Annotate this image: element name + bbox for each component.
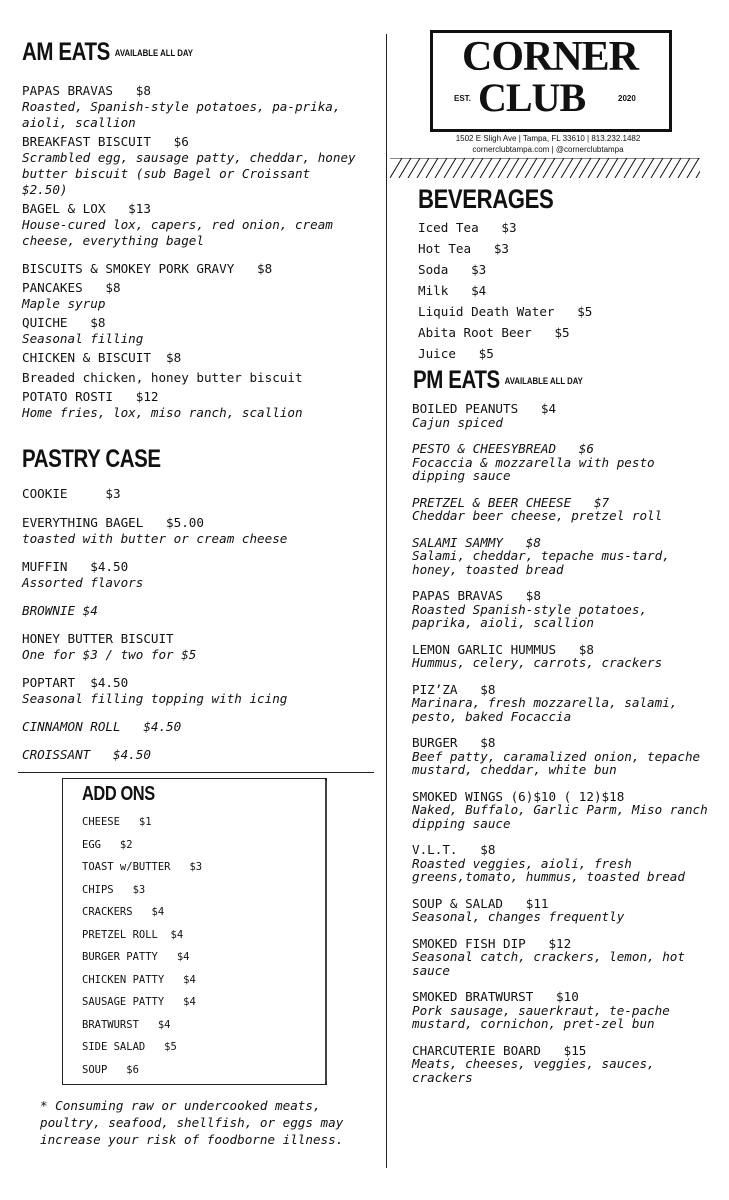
item-name: HONEY BUTTER BISCUIT [22, 631, 174, 646]
add-ons-box [62, 778, 327, 1085]
item-name: CINNAMON ROLL $4.50 [22, 719, 182, 734]
menu-item [22, 559, 362, 591]
item-name: QUICHE $8 [22, 315, 106, 330]
am-eats-subtitle: AVAILABLE ALL DAY [114, 47, 193, 59]
am-eats-list [22, 83, 362, 421]
add-ons-title: ADD ONS [82, 783, 155, 805]
add-on-item: BRATWURST $4 [82, 1018, 171, 1031]
menu-item [22, 747, 362, 763]
add-on-item: SAUSAGE PATTY $4 [82, 996, 196, 1008]
menu-item [412, 402, 712, 429]
menu-item [412, 536, 712, 577]
item-description: Beef patty, caramalized onion, tepache mustard, cheddar, white bun [412, 748, 701, 777]
menu-item [22, 389, 362, 421]
item-name: BURGER $8 [412, 735, 496, 750]
item-name: SALAMI SAMMY $8 [412, 534, 541, 550]
item-description: Breaded chicken, honey butter biscuit [22, 370, 303, 385]
item-description: One for $3 / two for $5 [22, 647, 197, 662]
item-name: BISCUITS & SMOKEY PORK GRAVY $8 [22, 261, 273, 276]
item-description: Roasted Spanish-style potatoes, paprika, aioli, scallion [412, 601, 648, 630]
item-name: CHICKEN & BISCUIT $8 [22, 350, 182, 365]
pastry-case-list [22, 486, 362, 763]
item-name: LEMON GARLIC HUMMUS $8 [412, 641, 594, 657]
item-description: Seasonal filling [22, 331, 144, 346]
beverage-item: Abita Root Beer $5 [418, 325, 570, 340]
item-name: MUFFIN $4.50 [22, 559, 129, 574]
item-description: toasted with butter or cream cheese [22, 531, 288, 546]
item-name: SMOKED WINGS (6)$10 ( 12)$18 [412, 788, 625, 804]
beverage-item: Liquid Death Water $5 [418, 304, 593, 319]
item-description: Cajun spiced [412, 414, 503, 430]
logo-year: 2020 [618, 94, 636, 103]
item-name: PESTO & CHEESYBREAD $6 [412, 441, 594, 456]
logo-line1: CORNER [461, 34, 638, 80]
add-on-item: CHIPS $3 [82, 883, 146, 896]
menu-item [22, 675, 362, 707]
menu-item [22, 631, 362, 663]
logo-est: EST. [454, 94, 471, 103]
menu-item [412, 589, 712, 630]
menu-item [412, 937, 712, 978]
item-description: Roasted, Spanish-style potatoes, pa-prika, aioli, scallion [22, 99, 341, 130]
beverages-heading: BEVERAGES [418, 184, 554, 214]
left-column [22, 40, 362, 763]
beverage-item: Soda $3 [418, 262, 487, 277]
hatch-decoration [390, 158, 700, 178]
menu-item [22, 201, 362, 249]
beverage-item: Milk $4 [418, 283, 487, 298]
beverage-item: Hot Tea $3 [418, 241, 509, 256]
menu-item [22, 603, 362, 619]
item-description: Marinara, fresh mozzarella, salami, pesto, baked Focaccia [412, 695, 678, 724]
item-description: Focaccia & mozzarella with pesto dipping sauce [412, 454, 655, 483]
add-on-item: SIDE SALAD $5 [82, 1041, 177, 1053]
menu-item [412, 683, 712, 724]
item-description: House-cured lox, capers, red onion, cream cheese, everything bagel [22, 217, 333, 248]
menu-item [412, 843, 712, 884]
am-eats-heading [22, 40, 301, 65]
item-description: Meats, cheeses, veggies, sauces, crackers [412, 1056, 655, 1085]
item-name: EVERYTHING BAGEL $5.00 [22, 515, 204, 530]
add-on-item: EGG $2 [82, 838, 133, 851]
menu-item [412, 897, 712, 924]
item-name: SOUP & SALAD $11 [412, 895, 549, 911]
item-name: PRETZEL & BEER CHEESE $7 [412, 494, 610, 510]
logo-line2: CLUB [478, 75, 586, 120]
pm-eats-title: PM EATS [413, 366, 500, 394]
add-ons-list [82, 811, 325, 1081]
pm-eats-heading [413, 368, 620, 393]
item-description: Assorted flavors [22, 575, 144, 590]
item-name: PAPAS BRAVAS $8 [412, 588, 541, 603]
menu-item [22, 134, 362, 198]
menu-item [22, 315, 362, 347]
item-name: CROISSANT $4.50 [22, 747, 151, 762]
menu-item [22, 350, 362, 386]
item-name: SMOKED BRATWURST $10 [412, 989, 579, 1004]
section-divider [18, 772, 374, 773]
add-on-item: PRETZEL ROLL $4 [82, 928, 184, 941]
add-on-item: TOAST w/BUTTER $3 [82, 861, 203, 873]
add-on-item: CHEESE $1 [82, 816, 152, 828]
item-name: BREAKFAST BISCUIT $6 [22, 134, 189, 149]
add-on-item: SOUP $6 [82, 1063, 139, 1076]
item-description: Cheddar beer cheese, pretzel roll [412, 508, 663, 523]
menu-item [22, 83, 362, 131]
beverages-section [418, 186, 708, 364]
pastry-case-heading: PASTRY CASE [22, 445, 161, 473]
item-description: Roasted veggies, aioli, fresh greens,tomato, hummus, toasted bread [412, 855, 685, 884]
menu-item [412, 442, 712, 483]
menu-item [412, 736, 712, 777]
add-on-item: BURGER PATTY $4 [82, 951, 190, 963]
pm-eats-list [412, 402, 712, 1084]
menu-item [412, 990, 712, 1031]
item-name: CHARCUTERIE BOARD $15 [412, 1042, 587, 1058]
add-on-item: CHICKEN PATTY $4 [82, 973, 196, 986]
pm-eats-subtitle: AVAILABLE ALL DAY [504, 375, 583, 387]
item-name: BAGEL & LOX $13 [22, 201, 151, 216]
item-description: Hummus, celery, carrots, crackers [412, 655, 663, 670]
item-name: PAPAS BRAVAS $8 [22, 83, 151, 98]
address-line2: cornerclubtampa.com | @cornerclubtampa [472, 145, 624, 154]
item-description: Maple syrup [22, 296, 106, 311]
item-name: V.L.T. $8 [412, 842, 496, 857]
item-description: Home fries, lox, miso ranch, scallion [22, 405, 303, 420]
footnote: * Consuming raw or undercooked meats, poultry, seafood, shellfish, or eggs may increase your risk of foodborne illness. [40, 1098, 344, 1147]
add-on-item: CRACKERS $4 [82, 906, 165, 918]
item-description: Seasonal filling topping with icing [22, 691, 288, 706]
menu-item [22, 261, 362, 277]
item-description: Salami, cheddar, tepache mus-tard, honey, toasted bread [412, 548, 670, 577]
item-description: Naked, Buffalo, Garlic Parm, Miso ranch dipping sauce [412, 802, 708, 831]
item-description: Seasonal, changes frequently [412, 909, 625, 924]
add-ons-box-shadow [325, 781, 327, 1083]
beverage-item: Juice $5 [418, 346, 494, 361]
item-name: POTATO ROSTI $12 [22, 389, 159, 404]
menu-item [22, 515, 362, 547]
menu-item [412, 790, 712, 831]
item-name: BROWNIE $4 [22, 603, 98, 618]
menu-item [412, 496, 712, 523]
item-name: PANCAKES $8 [22, 280, 121, 295]
item-name: BOILED PEANUTS $4 [412, 401, 557, 416]
menu-item [412, 1044, 712, 1085]
item-name: PIZ’ZA $8 [412, 681, 496, 697]
menu-item [22, 280, 362, 312]
item-name: POPTART $4.50 [22, 675, 129, 690]
column-divider [386, 34, 387, 1168]
item-description: Pork sausage, sauerkraut, te-pache mustard, cornichon, pret-zel bun [412, 1002, 670, 1031]
right-column [412, 402, 712, 1097]
item-name: COOKIE $3 [22, 486, 121, 501]
item-description: Seasonal catch, crackers, lemon, hot sauce [412, 949, 685, 978]
item-description: Scrambled egg, sausage patty, cheddar, honey butter biscuit (sub Bagel or Croissant $2.50) [22, 150, 356, 197]
am-eats-title: AM EATS [22, 38, 110, 66]
menu-item [412, 643, 712, 670]
beverages-list [418, 217, 708, 364]
menu-item [22, 486, 362, 502]
menu-item [22, 719, 362, 735]
beverage-item: Iced Tea $3 [418, 220, 517, 235]
address-line1: 1502 E Sligh Ave | Tampa, FL 33610 | 813.232.1482 [455, 134, 641, 143]
item-name: SMOKED FISH DIP $12 [412, 935, 572, 951]
